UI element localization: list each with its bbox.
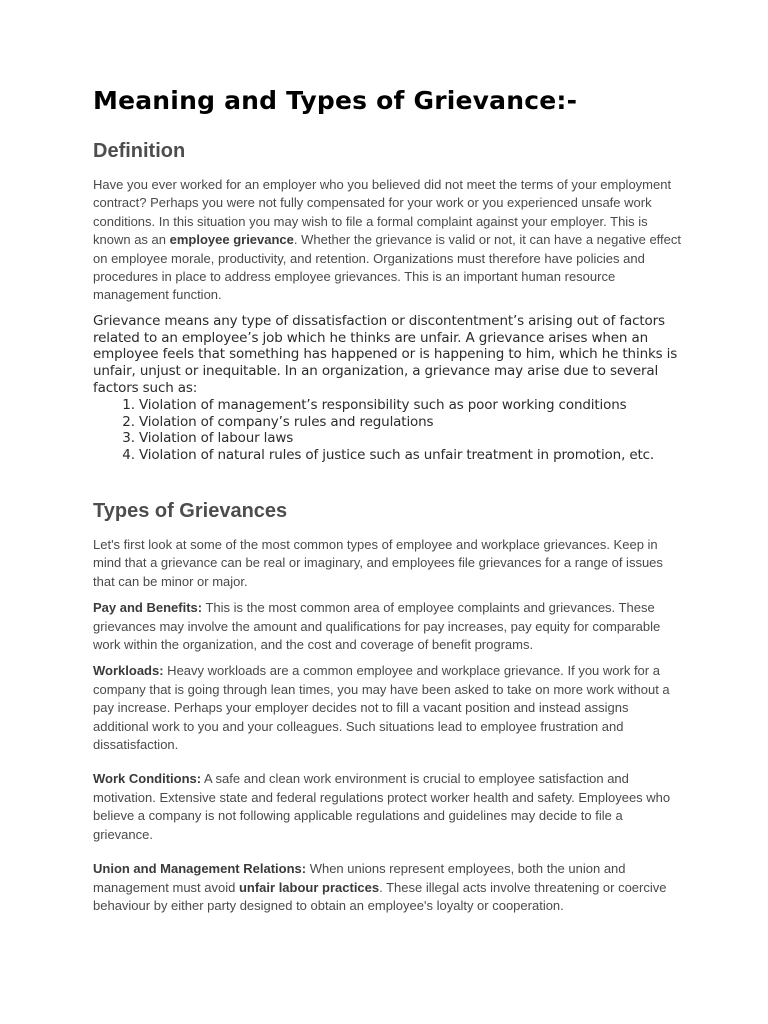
- list-item: 2. Violation of company’s rules and regulations: [139, 414, 683, 431]
- definition-text-end: . Whether the grievance is valid or not, it can have a negative effect on employee morale, productivity, and retention. Organizations must therefore have policies and procedures in place to address employee grievances. This is an important human resource management function.: [93, 232, 681, 303]
- page-title: Meaning and Types of Grievance:-: [93, 86, 578, 115]
- employee-grievance-term: employee grievance: [169, 232, 294, 248]
- workloads-text: Heavy workloads are a common employee and workplace grievance. If you work for a company that is going through lean times, you may have been asked to take on more work without a pay increase. Perhaps your employer decides not to fill a vacant position and instead assigns additional work to you and your colleagues. Such situations lead to employee frustration and dissatisfaction.: [93, 663, 670, 753]
- union-relations-label: Union and Management Relations:: [93, 861, 307, 877]
- types-intro: Let's first look at some of the most common types of employee and workplace grievances. Keep in mind that a grievance can be real or imaginary, and employees file grievances for a range of issues that can be minor or major.: [93, 537, 663, 589]
- union-relations-text-end: . These illegal acts involve threatening or coercive behaviour by either party designed to obtain an employee's loyalty or cooperation.: [93, 879, 667, 913]
- work-conditions-text: A safe and clean work environment is crucial to employee satisfaction and motivation. Extensive state and federal regulations protect worker health and safety. Employees who believe a company is not following applicable regulations and guidelines may decide to file a grievance.: [93, 771, 671, 842]
- definition-text-start: Have you ever worked for an employer who you believed did not meet the terms of your employment contract? Perhaps you were not fully compensated for your work or you experienced unsafe work conditions. In this situation you may wish to file a formal complaint against your employer. This is known as an: [93, 177, 672, 248]
- workloads-label: Workloads:: [93, 663, 164, 679]
- list-item: 3. Violation of labour laws: [139, 430, 683, 447]
- grievance-meaning-block: [93, 313, 683, 464]
- list-item: 4. Violation of natural rules of justice such as unfair treatment in promotion, etc.: [139, 447, 683, 464]
- definition-paragraph: [93, 176, 683, 305]
- types-section: [93, 498, 683, 915]
- list-item: 1. Violation of management’s responsibility such as poor working conditions: [139, 397, 683, 414]
- document-page: [93, 84, 683, 923]
- pay-benefits-text: This is the most common area of employee complaints and grievances. These grievances may involve the amount and qualifications for pay increases, pay equity for comparable work within the organization, and the cost and coverage of benefit programs.: [93, 600, 661, 653]
- pay-benefits-label: Pay and Benefits:: [93, 600, 203, 616]
- definition-heading: Definition: [93, 140, 186, 162]
- union-relations-paragraph: [93, 860, 683, 915]
- grievance-meaning-text: Grievance means any type of dissatisfaction or discontentment’s arising out of factors related to an employee’s job which he thinks are unfair. A grievance arises when an employee feels that something has happened or is happening to him, which he thinks is unfair, unjust or inequitable. In an organization, a grievance may arise due to several factors such as:: [93, 312, 678, 397]
- union-relations-text-start: When unions represent employees, both the union and management must avoid: [93, 861, 626, 895]
- types-heading: Types of Grievances: [93, 500, 288, 523]
- grievance-factors-list: [93, 397, 683, 464]
- pay-benefits-paragraph: [93, 599, 683, 654]
- work-conditions-paragraph: [93, 770, 683, 844]
- definition-section: [93, 138, 683, 464]
- unfair-labour-practices-term: unfair labour practices: [238, 879, 380, 895]
- section-spacer: [93, 464, 683, 498]
- workloads-paragraph: [93, 662, 683, 754]
- work-conditions-label: Work Conditions:: [93, 771, 202, 787]
